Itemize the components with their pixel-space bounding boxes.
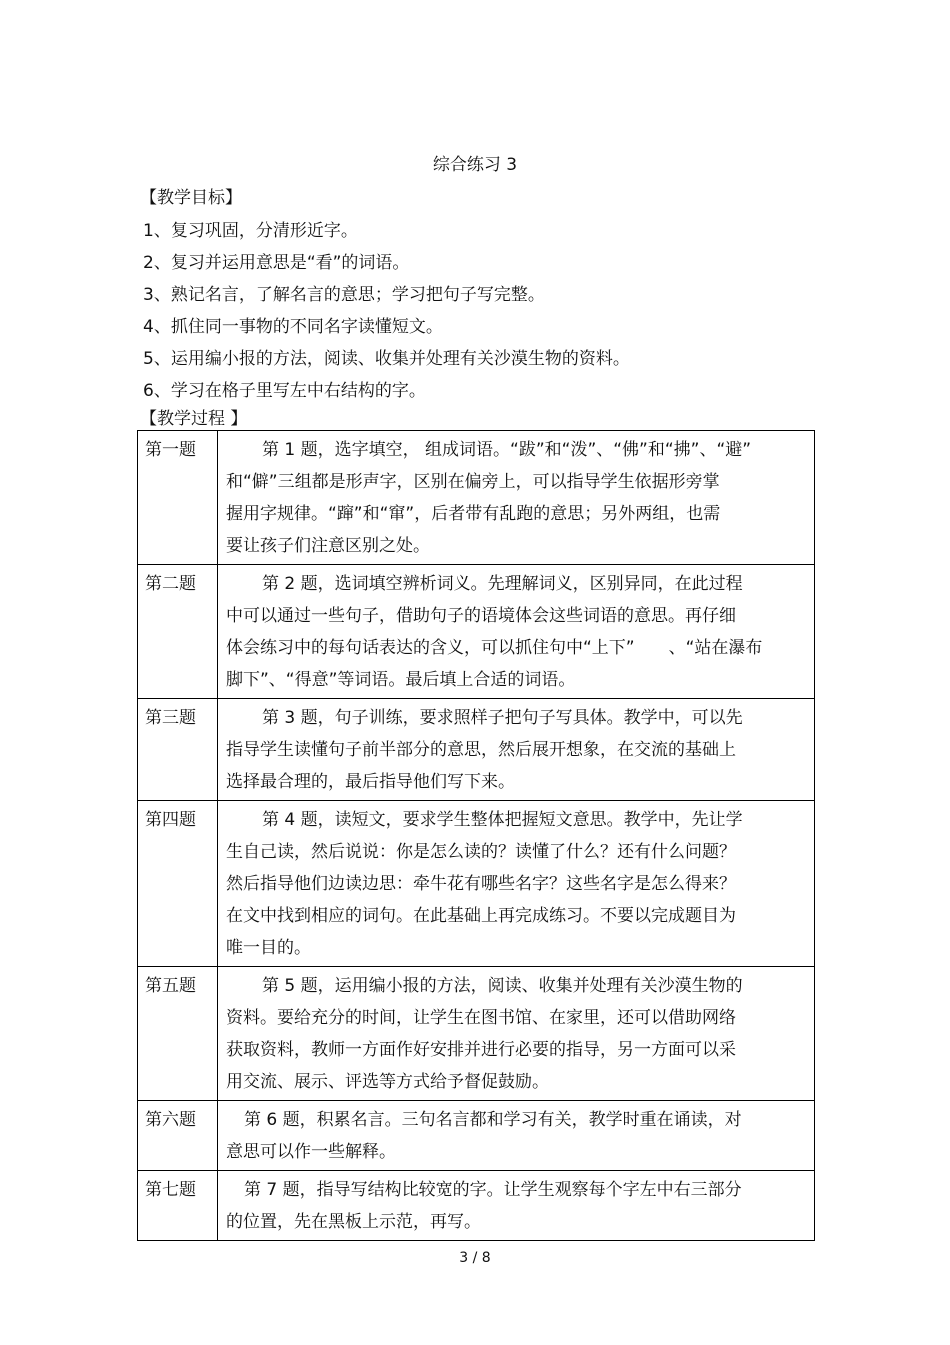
objective-item: 2、复习并运用意思是“看”的词语。 <box>143 253 410 273</box>
table-row <box>138 565 815 699</box>
content-line: 获取资料，教师一方面作好安排并进行必要的指导，另一方面可以采 <box>226 1040 736 1060</box>
table-row <box>138 699 815 801</box>
table-row <box>138 1101 815 1171</box>
objectives-heading: 【教学目标】 <box>140 188 242 208</box>
row-content <box>218 1101 815 1171</box>
row-content <box>218 699 815 801</box>
objective-item: 4、抓住同一事物的不同名字读懂短文。 <box>143 317 443 337</box>
content-line: 第 7 题，指导写结构比较宽的字。让学生观察每个字左中右三部分 <box>244 1180 742 1200</box>
content-line: 握用字规律。“蹿”和“窜”，后者带有乱跑的意思；另外两组，也需 <box>226 504 721 524</box>
content-line: 生自己读，然后说说：你是怎么读的？读懂了什么？还有什么问题？ <box>226 842 736 862</box>
content-line: 中可以通过一些句子，借助句子的语境体会这些词语的意思。再仔细 <box>226 606 736 626</box>
table-row <box>138 1171 815 1241</box>
content-line: 第 3 题，句子训练，要求照样子把句子写具体。教学中，可以先 <box>262 708 743 728</box>
row-label: 第一题 <box>138 431 218 565</box>
objective-item: 6、学习在格子里写左中右结构的字。 <box>143 381 426 401</box>
table-row <box>138 801 815 967</box>
content-line: 意思可以作一些解释。 <box>226 1142 396 1162</box>
content-line: 资料。要给充分的时间，让学生在图书馆、在家里，还可以借助网络 <box>226 1008 736 1028</box>
row-label: 第六题 <box>138 1101 218 1171</box>
process-heading: 【教学过程 】 <box>140 409 248 429</box>
row-content <box>218 801 815 967</box>
objective-item: 3、熟记名言，了解名言的意思；学习把句子写完整。 <box>143 285 545 305</box>
content-line: 体会练习中的每句话表达的含义，可以抓住句中“上下” 、“站在瀑布 <box>226 638 763 658</box>
objective-item: 1、复习巩固，分清形近字。 <box>143 221 358 241</box>
process-table <box>137 430 815 1241</box>
row-label: 第七题 <box>138 1171 218 1241</box>
row-label: 第四题 <box>138 801 218 967</box>
row-content <box>218 1171 815 1241</box>
content-line: 唯一目的。 <box>226 938 311 958</box>
content-line: 要让孩子们注意区别之处。 <box>226 536 430 556</box>
row-label: 第五题 <box>138 967 218 1101</box>
content-line: 选择最合理的，最后指导他们写下来。 <box>226 772 515 792</box>
content-line: 第 5 题，运用编小报的方法，阅读、收集并处理有关沙漠生物的 <box>262 976 743 996</box>
content-line: 然后指导他们边读边思：牵牛花有哪些名字？这些名字是怎么得来？ <box>226 874 736 894</box>
content-line: 的位置，先在黑板上示范，再写。 <box>226 1212 481 1232</box>
content-line: 用交流、展示、评选等方式给予督促鼓励。 <box>226 1072 549 1092</box>
page-title: 综合练习 3 <box>432 155 518 175</box>
content-line: 指导学生读懂句子前半部分的意思，然后展开想象，在交流的基础上 <box>226 740 736 760</box>
table-row <box>138 431 815 565</box>
row-content <box>218 967 815 1101</box>
row-label: 第三题 <box>138 699 218 801</box>
content-line: 和“僻”三组都是形声字，区别在偏旁上，可以指导学生依据形旁掌 <box>226 472 720 492</box>
row-content <box>218 565 815 699</box>
objective-item: 5、运用编小报的方法，阅读、收集并处理有关沙漠生物的资料。 <box>143 349 630 369</box>
page-number: 3 / 8 <box>459 1250 491 1266</box>
content-line: 第 6 题，积累名言。三句名言都和学习有关，教学时重在诵读，对 <box>244 1110 742 1130</box>
content-line: 第 4 题，读短文，要求学生整体把握短文意思。教学中，先让学 <box>262 810 743 830</box>
row-label: 第二题 <box>138 565 218 699</box>
row-content <box>218 431 815 565</box>
content-line: 脚下”、“得意”等词语。最后填上合适的词语。 <box>226 670 576 690</box>
table-row <box>138 967 815 1101</box>
content-line: 第 1 题，选字填空， 组成词语。“跋”和“泼”、“佛”和“拂”、“避” <box>262 440 752 460</box>
content-line: 第 2 题，选词填空辨析词义。先理解词义，区别异同，在此过程 <box>262 574 743 594</box>
content-line: 在文中找到相应的词句。在此基础上再完成练习。不要以完成题目为 <box>226 906 736 926</box>
